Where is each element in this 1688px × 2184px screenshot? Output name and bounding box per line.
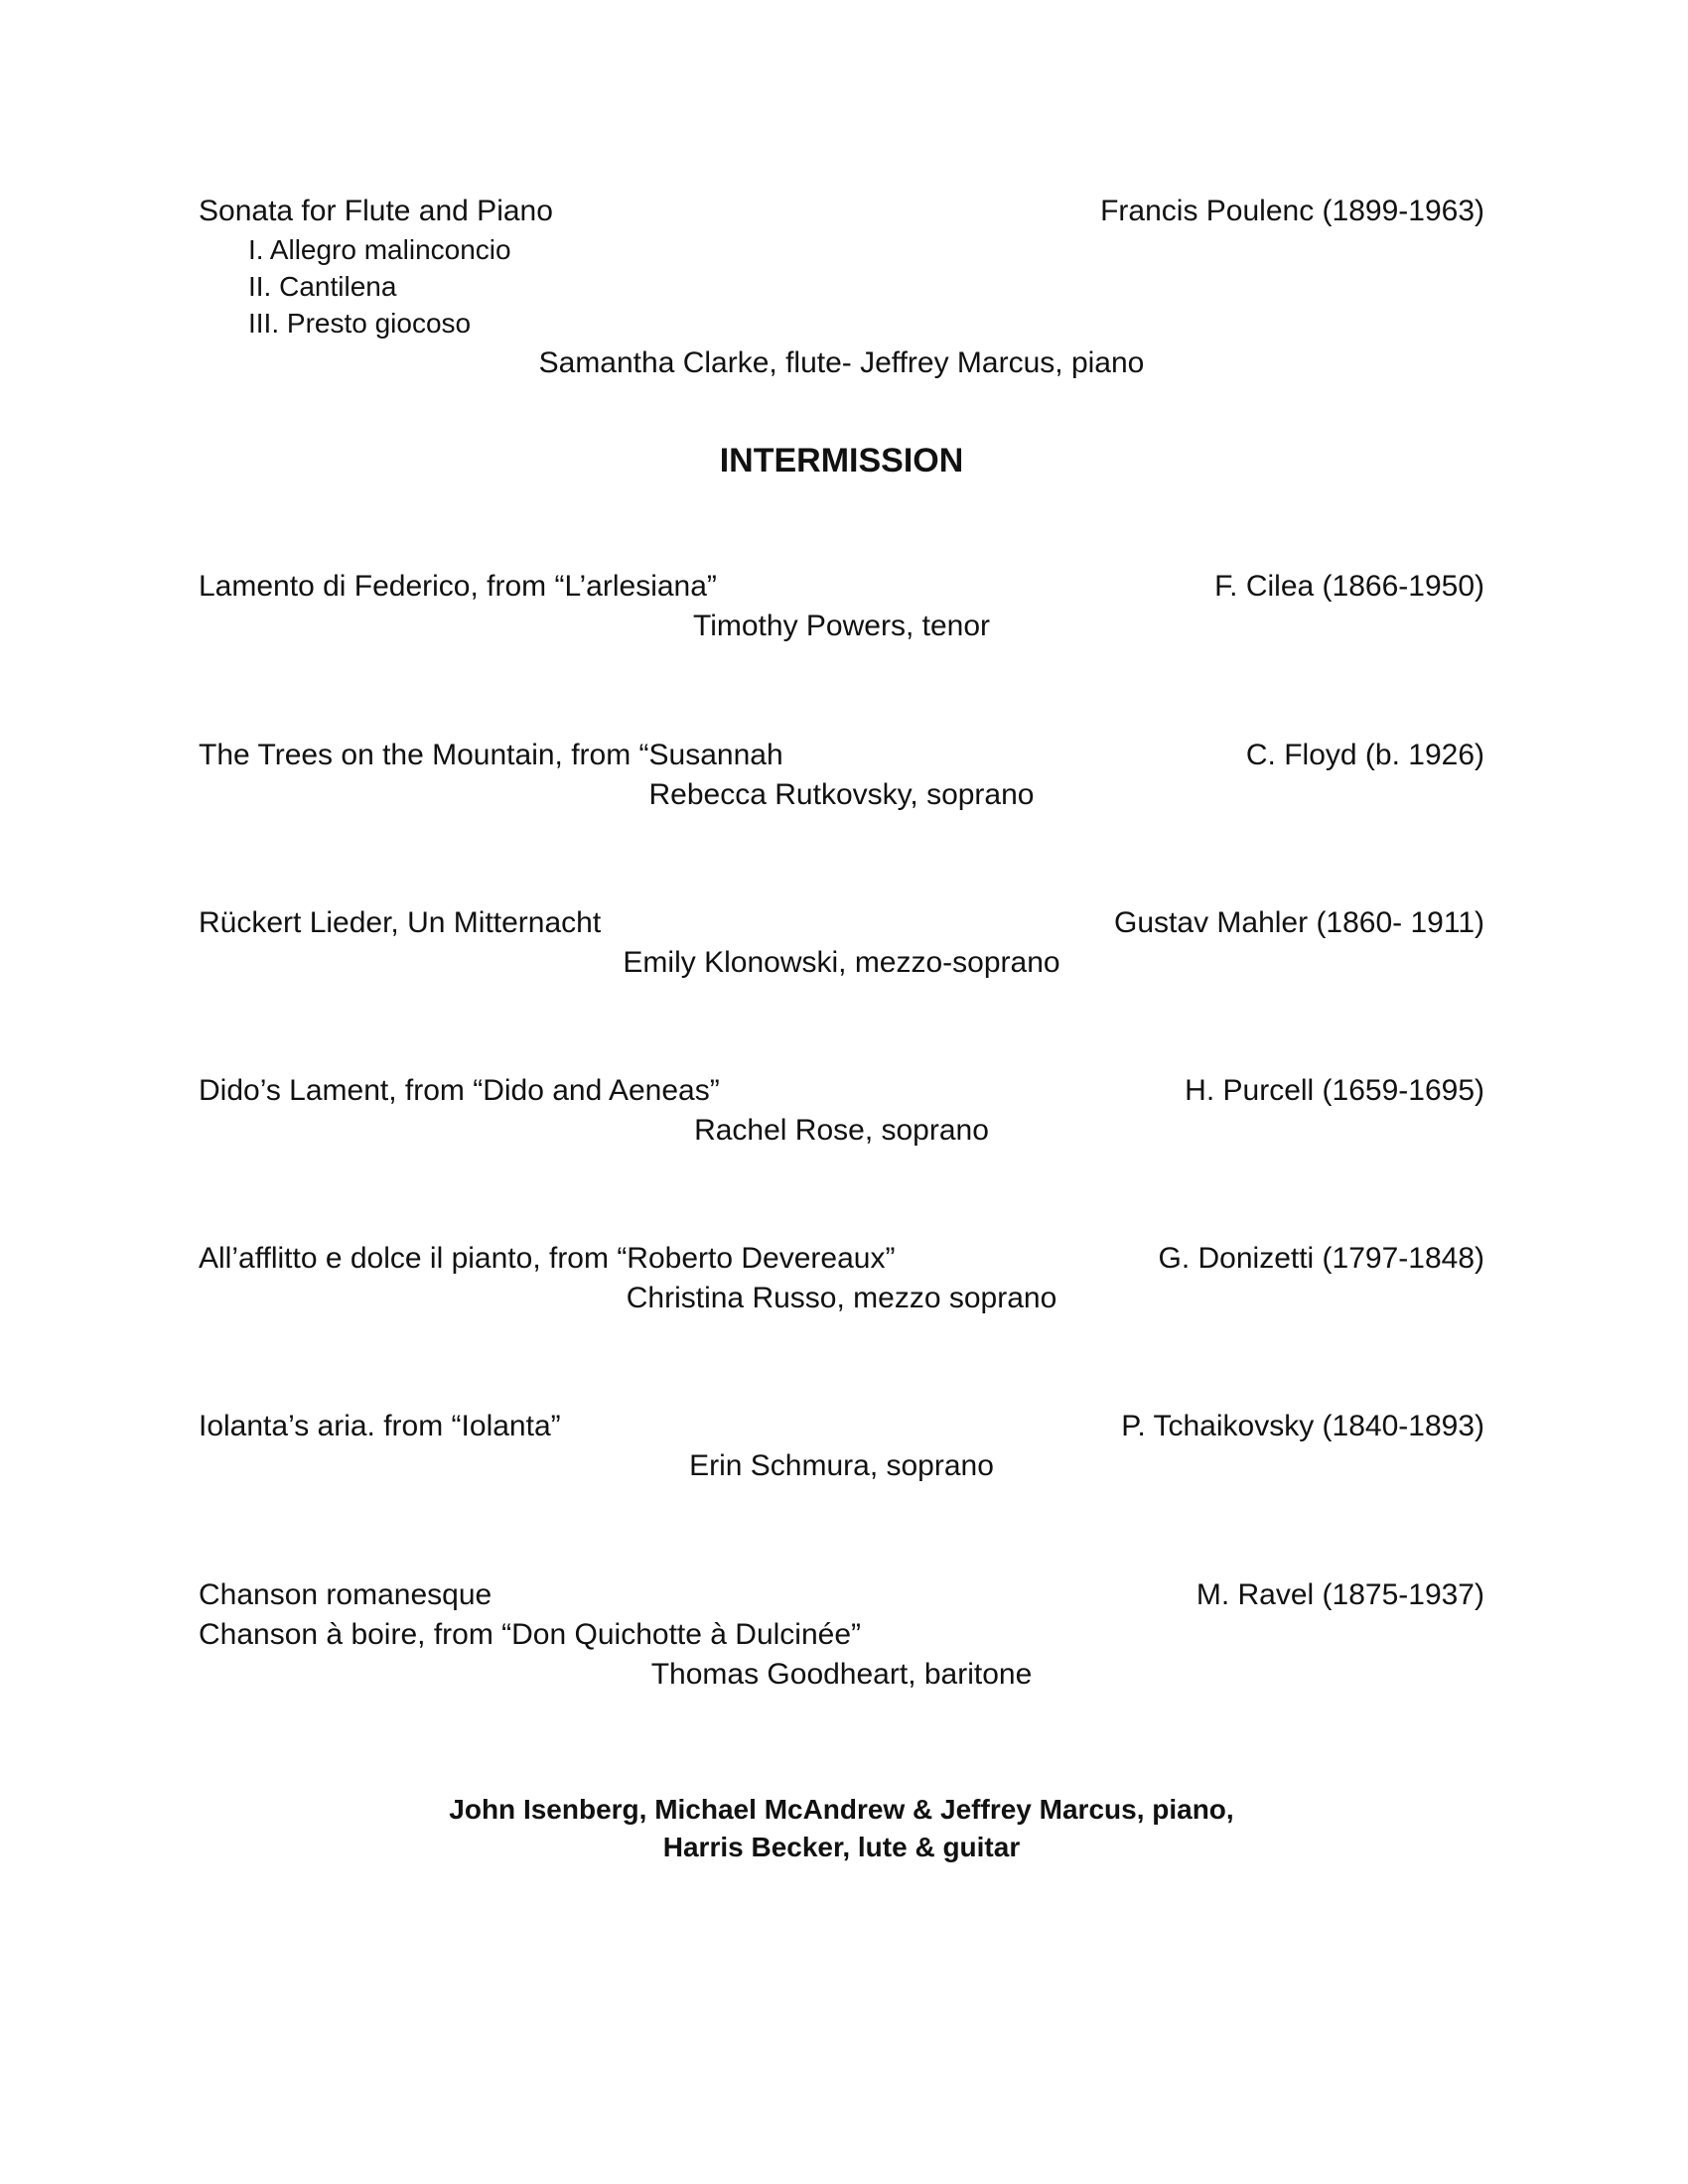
program-item — [199, 1575, 1484, 1615]
composer: P. Tchaikovsky (1840-1893) — [1121, 1410, 1484, 1442]
composer: F. Cilea (1866-1950) — [1214, 570, 1484, 603]
piece-title: The Trees on the Mountain, from “Susannah — [199, 739, 783, 771]
composer: M. Ravel (1875-1937) — [1196, 1578, 1484, 1611]
composer: G. Donizetti (1797-1848) — [1158, 1242, 1484, 1275]
performer: Rebecca Rutkovsky, soprano — [648, 778, 1035, 811]
program-item — [199, 567, 1484, 607]
performer: Christina Russo, mezzo soprano — [626, 1282, 1057, 1314]
program-item — [199, 736, 1484, 775]
movement-2: II. Cantilena — [248, 271, 397, 302]
performer: Emily Klonowski, mezzo-soprano — [623, 946, 1060, 979]
accompanists-line-1: John Isenberg, Michael McAndrew & Jeffrey Marcus, piano, — [449, 1794, 1234, 1825]
piece-title: All’afflitto e dolce il pianto, from “Roberto Devereaux” — [199, 1242, 896, 1275]
composer: H. Purcell (1659-1695) — [1185, 1074, 1484, 1107]
piece-title: Lamento di Federico, from “L’arlesiana” — [199, 570, 717, 603]
intermission-heading: INTERMISSION — [719, 442, 964, 479]
accompanists-line-2: Harris Becker, lute & guitar — [662, 1832, 1021, 1862]
performer: Timothy Powers, tenor — [693, 610, 990, 642]
piece-title: Dido’s Lament, from “Dido and Aeneas” — [199, 1074, 720, 1107]
sonata-row — [199, 192, 1484, 231]
movement-3: III. Presto giocoso — [248, 308, 472, 339]
piece-title: Iolanta’s aria. from “Iolanta” — [199, 1410, 561, 1442]
piece-title-second-line: Chanson à boire, from “Don Quichotte à Dulcinée” — [199, 1618, 862, 1651]
program-item — [199, 1071, 1484, 1111]
performer: Erin Schmura, soprano — [689, 1449, 994, 1482]
program-item — [199, 1239, 1484, 1279]
program-item — [199, 1407, 1484, 1446]
composer: Gustav Mahler (1860- 1911) — [1114, 906, 1484, 939]
composer: C. Floyd (b. 1926) — [1245, 739, 1484, 771]
performer: Thomas Goodheart, baritone — [650, 1658, 1033, 1691]
performer: Samantha Clarke, flute- Jeffrey Marcus, piano — [538, 346, 1145, 379]
performer: Rachel Rose, soprano — [694, 1114, 989, 1147]
composer: Francis Poulenc (1899-1963) — [1100, 195, 1484, 227]
movement-1: I. Allegro malinconcio — [248, 234, 511, 265]
program-item — [199, 903, 1484, 943]
piece-title: Chanson romanesque — [199, 1578, 492, 1611]
piece-title: Sonata for Flute and Piano — [199, 195, 553, 227]
piece-title: Rückert Lieder, Un Mitternacht — [199, 906, 602, 939]
